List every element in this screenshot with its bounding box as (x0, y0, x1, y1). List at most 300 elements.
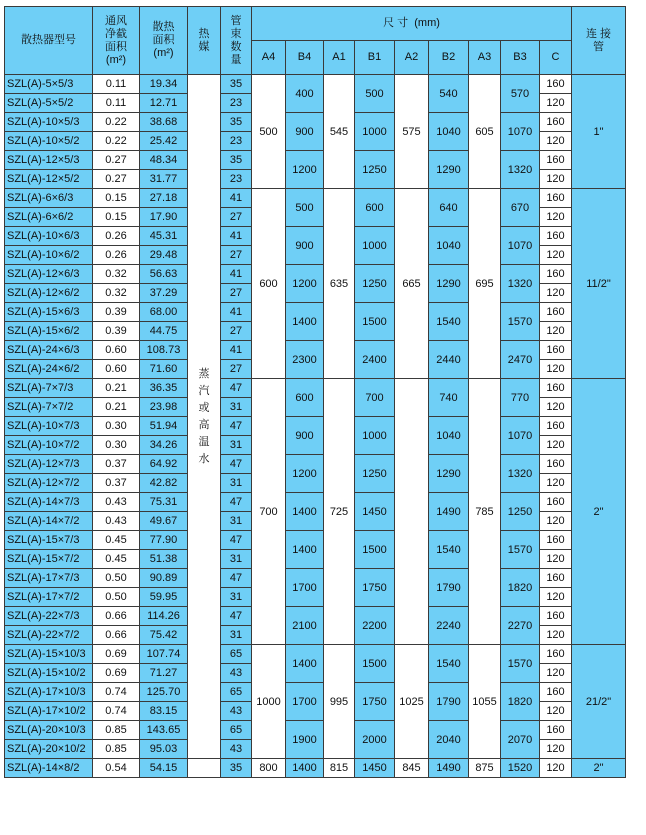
tube-count-cell: 23 (221, 94, 252, 113)
a4-cell: 700 (252, 379, 286, 645)
airflow-area-cell: 0.50 (93, 569, 140, 588)
c-cell: 160 (540, 569, 572, 588)
a2-cell (395, 379, 429, 645)
b3-cell: 2070 (501, 721, 540, 759)
heat-area-cell: 68.00 (140, 303, 188, 322)
header-model-label: 散热器型号 (21, 34, 76, 46)
airflow-area-cell: 0.60 (93, 341, 140, 360)
b3-cell: 1070 (501, 227, 540, 265)
table-row (5, 303, 626, 322)
tube-count-cell: 23 (221, 132, 252, 151)
table-row (5, 569, 626, 588)
b2-cell: 2240 (429, 607, 469, 645)
model-cell: SZL(A)-10×5/2 (5, 132, 93, 151)
airflow-area-cell: 0.32 (93, 284, 140, 303)
model-cell: SZL(A)-17×7/2 (5, 588, 93, 607)
b2-cell: 1790 (429, 569, 469, 607)
b3-cell: 1320 (501, 455, 540, 493)
b4-cell: 1700 (286, 683, 324, 721)
medium-cell-empty (188, 759, 221, 778)
c-cell: 160 (540, 189, 572, 208)
model-cell: SZL(A)-22×7/3 (5, 607, 93, 626)
medium-char: 水 (198, 452, 210, 465)
b3-cell: 2270 (501, 607, 540, 645)
airflow-area-cell: 0.37 (93, 474, 140, 493)
tube-count-cell: 31 (221, 436, 252, 455)
a3-cell: 785 (469, 379, 501, 645)
heat-area-cell: 59.95 (140, 588, 188, 607)
airflow-area-cell: 0.54 (93, 759, 140, 778)
b4-cell: 2300 (286, 341, 324, 379)
tube-count-cell: 27 (221, 360, 252, 379)
heat-area-cell: 71.60 (140, 360, 188, 379)
connection-cell: 2" (572, 759, 626, 778)
c-cell: 120 (540, 132, 572, 151)
model-cell: SZL(A)-10×7/2 (5, 436, 93, 455)
model-cell: SZL(A)-15×6/2 (5, 322, 93, 341)
tube-count-cell: 31 (221, 474, 252, 493)
b1-cell: 2400 (355, 341, 395, 379)
header-connection-line: 管 (593, 40, 604, 53)
b1-cell: 1450 (355, 493, 395, 531)
heat-area-cell: 95.03 (140, 740, 188, 759)
c-cell: 160 (540, 265, 572, 284)
model-cell: SZL(A)-12×6/3 (5, 265, 93, 284)
tube-count-cell: 43 (221, 740, 252, 759)
heat-area-cell: 51.38 (140, 550, 188, 569)
b2-cell: 640 (429, 189, 469, 227)
c-cell: 120 (540, 398, 572, 417)
tube-count-cell: 31 (221, 550, 252, 569)
table-row (5, 645, 626, 664)
tube-count-cell: 31 (221, 398, 252, 417)
b1-cell: 1500 (355, 645, 395, 683)
c-cell: 120 (540, 170, 572, 189)
a4-cell: 1000 (252, 645, 286, 759)
tube-count-cell: 31 (221, 588, 252, 607)
c-cell: 120 (540, 322, 572, 341)
model-cell: SZL(A)-15×7/2 (5, 550, 93, 569)
c-cell: 160 (540, 493, 572, 512)
airflow-area-cell: 0.39 (93, 322, 140, 341)
table-row (5, 607, 626, 626)
b4-cell: 600 (286, 379, 324, 417)
b3-cell: 1320 (501, 151, 540, 189)
airflow-area-cell: 0.85 (93, 740, 140, 759)
b1-cell: 1500 (355, 303, 395, 341)
c-cell: 160 (540, 379, 572, 398)
b3-cell: 1820 (501, 683, 540, 721)
heat-area-cell: 42.82 (140, 474, 188, 493)
model-cell: SZL(A)-17×10/2 (5, 702, 93, 721)
tube-count-cell: 27 (221, 284, 252, 303)
a1-cell: 635 (324, 189, 355, 379)
airflow-area-cell: 0.74 (93, 702, 140, 721)
tube-count-cell: 65 (221, 721, 252, 740)
airflow-area-cell: 0.32 (93, 265, 140, 284)
b2-cell: 2440 (429, 341, 469, 379)
heat-area-cell: 44.75 (140, 322, 188, 341)
b2-cell: 1040 (429, 227, 469, 265)
model-cell: SZL(A)-17×7/3 (5, 569, 93, 588)
airflow-area-cell: 0.74 (93, 683, 140, 702)
b3-cell: 1820 (501, 569, 540, 607)
b3-cell: 670 (501, 189, 540, 227)
c-cell: 160 (540, 455, 572, 474)
header-airflow-line: 面积 (105, 40, 127, 53)
tube-count-cell: 35 (221, 75, 252, 94)
model-cell: SZL(A)-24×6/2 (5, 360, 93, 379)
b3-cell: 1070 (501, 417, 540, 455)
b1-cell: 600 (355, 189, 395, 227)
header-tube-line: 量 (230, 53, 242, 66)
medium-char: 汽 (198, 384, 210, 397)
c-cell: 120 (540, 588, 572, 607)
c-cell: 120 (540, 284, 572, 303)
header-model (5, 7, 93, 75)
b3-cell: 1250 (501, 493, 540, 531)
model-cell: SZL(A)-15×6/3 (5, 303, 93, 322)
b2-cell: 540 (429, 75, 469, 113)
b4-cell: 1200 (286, 265, 324, 303)
header-airflow-area (93, 7, 140, 75)
table-row (5, 531, 626, 550)
a1-cell: 725 (324, 379, 355, 645)
c-cell: 120 (540, 512, 572, 531)
b4-cell: 1400 (286, 531, 324, 569)
b2-cell: 1290 (429, 455, 469, 493)
header-dim-b1: B1 (355, 41, 395, 75)
heat-area-cell: 75.31 (140, 493, 188, 512)
model-cell: SZL(A)-17×10/3 (5, 683, 93, 702)
c-cell: 160 (540, 75, 572, 94)
model-cell: SZL(A)-10×5/3 (5, 113, 93, 132)
table-row (5, 455, 626, 474)
tube-count-cell: 47 (221, 417, 252, 436)
table-row (5, 265, 626, 284)
b3-cell: 1570 (501, 531, 540, 569)
header-heat-line: 散热 (152, 21, 175, 33)
airflow-area-cell: 0.43 (93, 512, 140, 531)
heat-area-cell: 45.31 (140, 227, 188, 246)
c-cell: 120 (540, 246, 572, 265)
table-body (5, 75, 626, 778)
tube-count-cell: 41 (221, 227, 252, 246)
a3-cell: 605 (469, 75, 501, 189)
heat-area-cell: 34.26 (140, 436, 188, 455)
c-cell: 120 (540, 626, 572, 645)
header-tube-line: 管 (230, 14, 242, 27)
b2-cell: 1540 (429, 645, 469, 683)
c-cell: 160 (540, 531, 572, 550)
c-cell: 120 (540, 94, 572, 113)
heat-area-cell: 12.71 (140, 94, 188, 113)
model-cell: SZL(A)-14×7/2 (5, 512, 93, 531)
heat-area-cell: 37.29 (140, 284, 188, 303)
model-cell: SZL(A)-12×7/2 (5, 474, 93, 493)
model-cell: SZL(A)-6×6/3 (5, 189, 93, 208)
model-cell: SZL(A)-10×7/3 (5, 417, 93, 436)
header-dim-c: C (540, 41, 572, 75)
tube-count-cell: 47 (221, 531, 252, 550)
a3-cell: 1055 (469, 645, 501, 759)
b2-cell: 1490 (429, 759, 469, 778)
b3-cell: 2470 (501, 341, 540, 379)
connection-cell: 2" (572, 379, 626, 645)
b1-cell: 500 (355, 75, 395, 113)
a1-cell: 995 (324, 645, 355, 759)
header-dim-b3: B3 (501, 41, 540, 75)
b1-cell: 1500 (355, 531, 395, 569)
heat-area-cell: 31.77 (140, 170, 188, 189)
b4-cell: 1400 (286, 493, 324, 531)
b1-cell: 1000 (355, 113, 395, 151)
c-cell: 120 (540, 550, 572, 569)
airflow-area-cell: 0.39 (93, 303, 140, 322)
heat-area-cell: 71.27 (140, 664, 188, 683)
airflow-area-cell: 0.43 (93, 493, 140, 512)
a1-cell: 815 (324, 759, 355, 778)
airflow-area-cell: 0.22 (93, 132, 140, 151)
c-cell: 120 (540, 208, 572, 227)
airflow-area-cell: 0.21 (93, 398, 140, 417)
medium-cell (188, 75, 221, 759)
heat-area-cell: 64.92 (140, 455, 188, 474)
c-cell: 120 (540, 360, 572, 379)
airflow-area-cell: 0.26 (93, 246, 140, 265)
b4-cell: 1700 (286, 569, 324, 607)
tube-count-cell: 35 (221, 113, 252, 132)
c-cell: 120 (540, 664, 572, 683)
airflow-area-cell: 0.15 (93, 189, 140, 208)
b1-cell: 1250 (355, 455, 395, 493)
medium-char: 或 (198, 401, 210, 414)
airflow-area-cell: 0.27 (93, 151, 140, 170)
c-cell: 160 (540, 417, 572, 436)
heat-area-cell: 75.42 (140, 626, 188, 645)
table-row (5, 721, 626, 740)
tube-count-cell: 41 (221, 265, 252, 284)
b4-cell: 1200 (286, 151, 324, 189)
tube-count-cell: 47 (221, 607, 252, 626)
model-cell: SZL(A)-15×10/3 (5, 645, 93, 664)
table-row (5, 113, 626, 132)
b4-cell: 1200 (286, 455, 324, 493)
tube-count-cell: 31 (221, 626, 252, 645)
heat-area-cell: 49.67 (140, 512, 188, 531)
table-row (5, 493, 626, 512)
header-tube-line: 束 (230, 27, 242, 40)
a3-cell: 695 (469, 189, 501, 379)
b4-cell: 1400 (286, 759, 324, 778)
table-row (5, 341, 626, 360)
airflow-area-cell: 0.85 (93, 721, 140, 740)
b2-cell: 1290 (429, 151, 469, 189)
medium-char: 高 (198, 418, 210, 431)
connection-cell: 1" (572, 75, 626, 189)
b1-cell: 1250 (355, 265, 395, 303)
model-cell: SZL(A)-7×7/2 (5, 398, 93, 417)
tube-count-cell: 27 (221, 208, 252, 227)
airflow-area-cell: 0.27 (93, 170, 140, 189)
header-medium-line: 热 (198, 27, 210, 40)
header-connection-line: 连 接 (585, 27, 612, 40)
model-cell: SZL(A)-12×5/3 (5, 151, 93, 170)
airflow-area-cell: 0.37 (93, 455, 140, 474)
model-cell: SZL(A)-14×8/2 (5, 759, 93, 778)
table-row (5, 379, 626, 398)
b1-cell: 1000 (355, 417, 395, 455)
b2-cell: 1540 (429, 303, 469, 341)
medium-char: 温 (198, 435, 210, 448)
b4-cell: 400 (286, 75, 324, 113)
table-header (5, 7, 626, 75)
tube-count-cell: 27 (221, 246, 252, 265)
heat-area-cell: 25.42 (140, 132, 188, 151)
b3-cell: 1570 (501, 303, 540, 341)
b4-cell: 900 (286, 227, 324, 265)
header-connection (572, 7, 626, 75)
model-cell: SZL(A)-7×7/3 (5, 379, 93, 398)
tube-count-cell: 65 (221, 645, 252, 664)
header-tube-line: 数 (230, 40, 242, 53)
b3-cell: 570 (501, 75, 540, 113)
a2-cell: 665 (395, 189, 429, 379)
b2-cell: 1040 (429, 417, 469, 455)
heat-area-cell: 17.90 (140, 208, 188, 227)
heat-area-cell: 38.68 (140, 113, 188, 132)
c-cell: 120 (540, 474, 572, 493)
medium-char: 蒸 (198, 367, 210, 380)
b4-cell: 2100 (286, 607, 324, 645)
a4-cell: 600 (252, 189, 286, 379)
airflow-area-cell: 0.15 (93, 208, 140, 227)
heat-area-cell: 90.89 (140, 569, 188, 588)
model-cell: SZL(A)-24×6/3 (5, 341, 93, 360)
b2-cell: 1290 (429, 265, 469, 303)
heat-area-cell: 19.34 (140, 75, 188, 94)
header-heat-area (140, 7, 188, 75)
c-cell: 120 (540, 702, 572, 721)
a2-cell: 1025 (395, 645, 429, 759)
c-cell: 160 (540, 113, 572, 132)
header-tube-rows (221, 7, 252, 75)
b2-cell: 1540 (429, 531, 469, 569)
model-cell: SZL(A)-5×5/2 (5, 94, 93, 113)
model-cell: SZL(A)-12×7/3 (5, 455, 93, 474)
header-airflow-line: (m²) (105, 53, 127, 66)
b1-cell: 2200 (355, 607, 395, 645)
c-cell: 160 (540, 683, 572, 702)
c-cell: 160 (540, 721, 572, 740)
heat-area-cell: 125.70 (140, 683, 188, 702)
airflow-area-cell: 0.66 (93, 607, 140, 626)
b3-cell: 1570 (501, 645, 540, 683)
b1-cell: 1750 (355, 569, 395, 607)
tube-count-cell: 47 (221, 493, 252, 512)
table-row (5, 227, 626, 246)
b4-cell: 900 (286, 417, 324, 455)
c-cell: 160 (540, 227, 572, 246)
c-cell: 160 (540, 151, 572, 170)
b2-cell: 2040 (429, 721, 469, 759)
header-airflow-line: 通风 (105, 14, 127, 27)
tube-count-cell: 41 (221, 189, 252, 208)
table-row (5, 75, 626, 94)
c-cell: 160 (540, 607, 572, 626)
tube-count-cell: 31 (221, 512, 252, 531)
header-dim-a2: A2 (395, 41, 429, 75)
model-cell: SZL(A)-22×7/2 (5, 626, 93, 645)
c-cell: 120 (540, 759, 572, 778)
header-medium (188, 7, 221, 75)
model-cell: SZL(A)-10×6/2 (5, 246, 93, 265)
airflow-area-cell: 0.50 (93, 588, 140, 607)
spec-table-container (4, 6, 626, 778)
model-cell: SZL(A)-14×7/3 (5, 493, 93, 512)
a4-cell: 500 (252, 75, 286, 189)
header-dim-b4: B4 (286, 41, 324, 75)
model-cell: SZL(A)-15×7/3 (5, 531, 93, 550)
heat-area-cell: 27.18 (140, 189, 188, 208)
tube-count-cell: 43 (221, 664, 252, 683)
model-cell: SZL(A)-15×10/2 (5, 664, 93, 683)
b1-cell: 1000 (355, 227, 395, 265)
model-cell: SZL(A)-12×5/2 (5, 170, 93, 189)
tube-count-cell: 35 (221, 151, 252, 170)
table-row (5, 759, 626, 778)
airflow-area-cell: 0.30 (93, 417, 140, 436)
model-cell: SZL(A)-6×6/2 (5, 208, 93, 227)
c-cell: 160 (540, 303, 572, 322)
b3-cell: 1070 (501, 113, 540, 151)
b2-cell: 740 (429, 379, 469, 417)
connection-cell: 11/2" (572, 189, 626, 379)
b2-cell: 1040 (429, 113, 469, 151)
airflow-area-cell: 0.45 (93, 550, 140, 569)
header-medium-line: 媒 (198, 40, 210, 53)
b2-cell: 1490 (429, 493, 469, 531)
tube-count-cell: 27 (221, 322, 252, 341)
a1-cell: 545 (324, 75, 355, 189)
heat-area-cell: 108.73 (140, 341, 188, 360)
heat-area-cell: 36.35 (140, 379, 188, 398)
tube-count-cell: 65 (221, 683, 252, 702)
airflow-area-cell: 0.66 (93, 626, 140, 645)
tube-count-cell: 47 (221, 379, 252, 398)
airflow-area-cell: 0.69 (93, 645, 140, 664)
c-cell: 120 (540, 436, 572, 455)
a2-cell: 575 (395, 75, 429, 189)
a2-cell: 845 (395, 759, 429, 778)
airflow-area-cell: 0.45 (93, 531, 140, 550)
c-cell: 160 (540, 341, 572, 360)
c-cell: 120 (540, 740, 572, 759)
header-heat-line: (m²) (153, 47, 174, 59)
b1-cell: 2000 (355, 721, 395, 759)
model-cell: SZL(A)-10×6/3 (5, 227, 93, 246)
header-dim-a4: A4 (252, 41, 286, 75)
tube-count-cell: 47 (221, 455, 252, 474)
airflow-area-cell: 0.69 (93, 664, 140, 683)
airflow-area-cell: 0.30 (93, 436, 140, 455)
tube-count-cell: 41 (221, 341, 252, 360)
model-cell: SZL(A)-20×10/2 (5, 740, 93, 759)
b4-cell: 1400 (286, 645, 324, 683)
tube-count-cell: 35 (221, 759, 252, 778)
airflow-area-cell: 0.26 (93, 227, 140, 246)
heat-area-cell: 51.94 (140, 417, 188, 436)
